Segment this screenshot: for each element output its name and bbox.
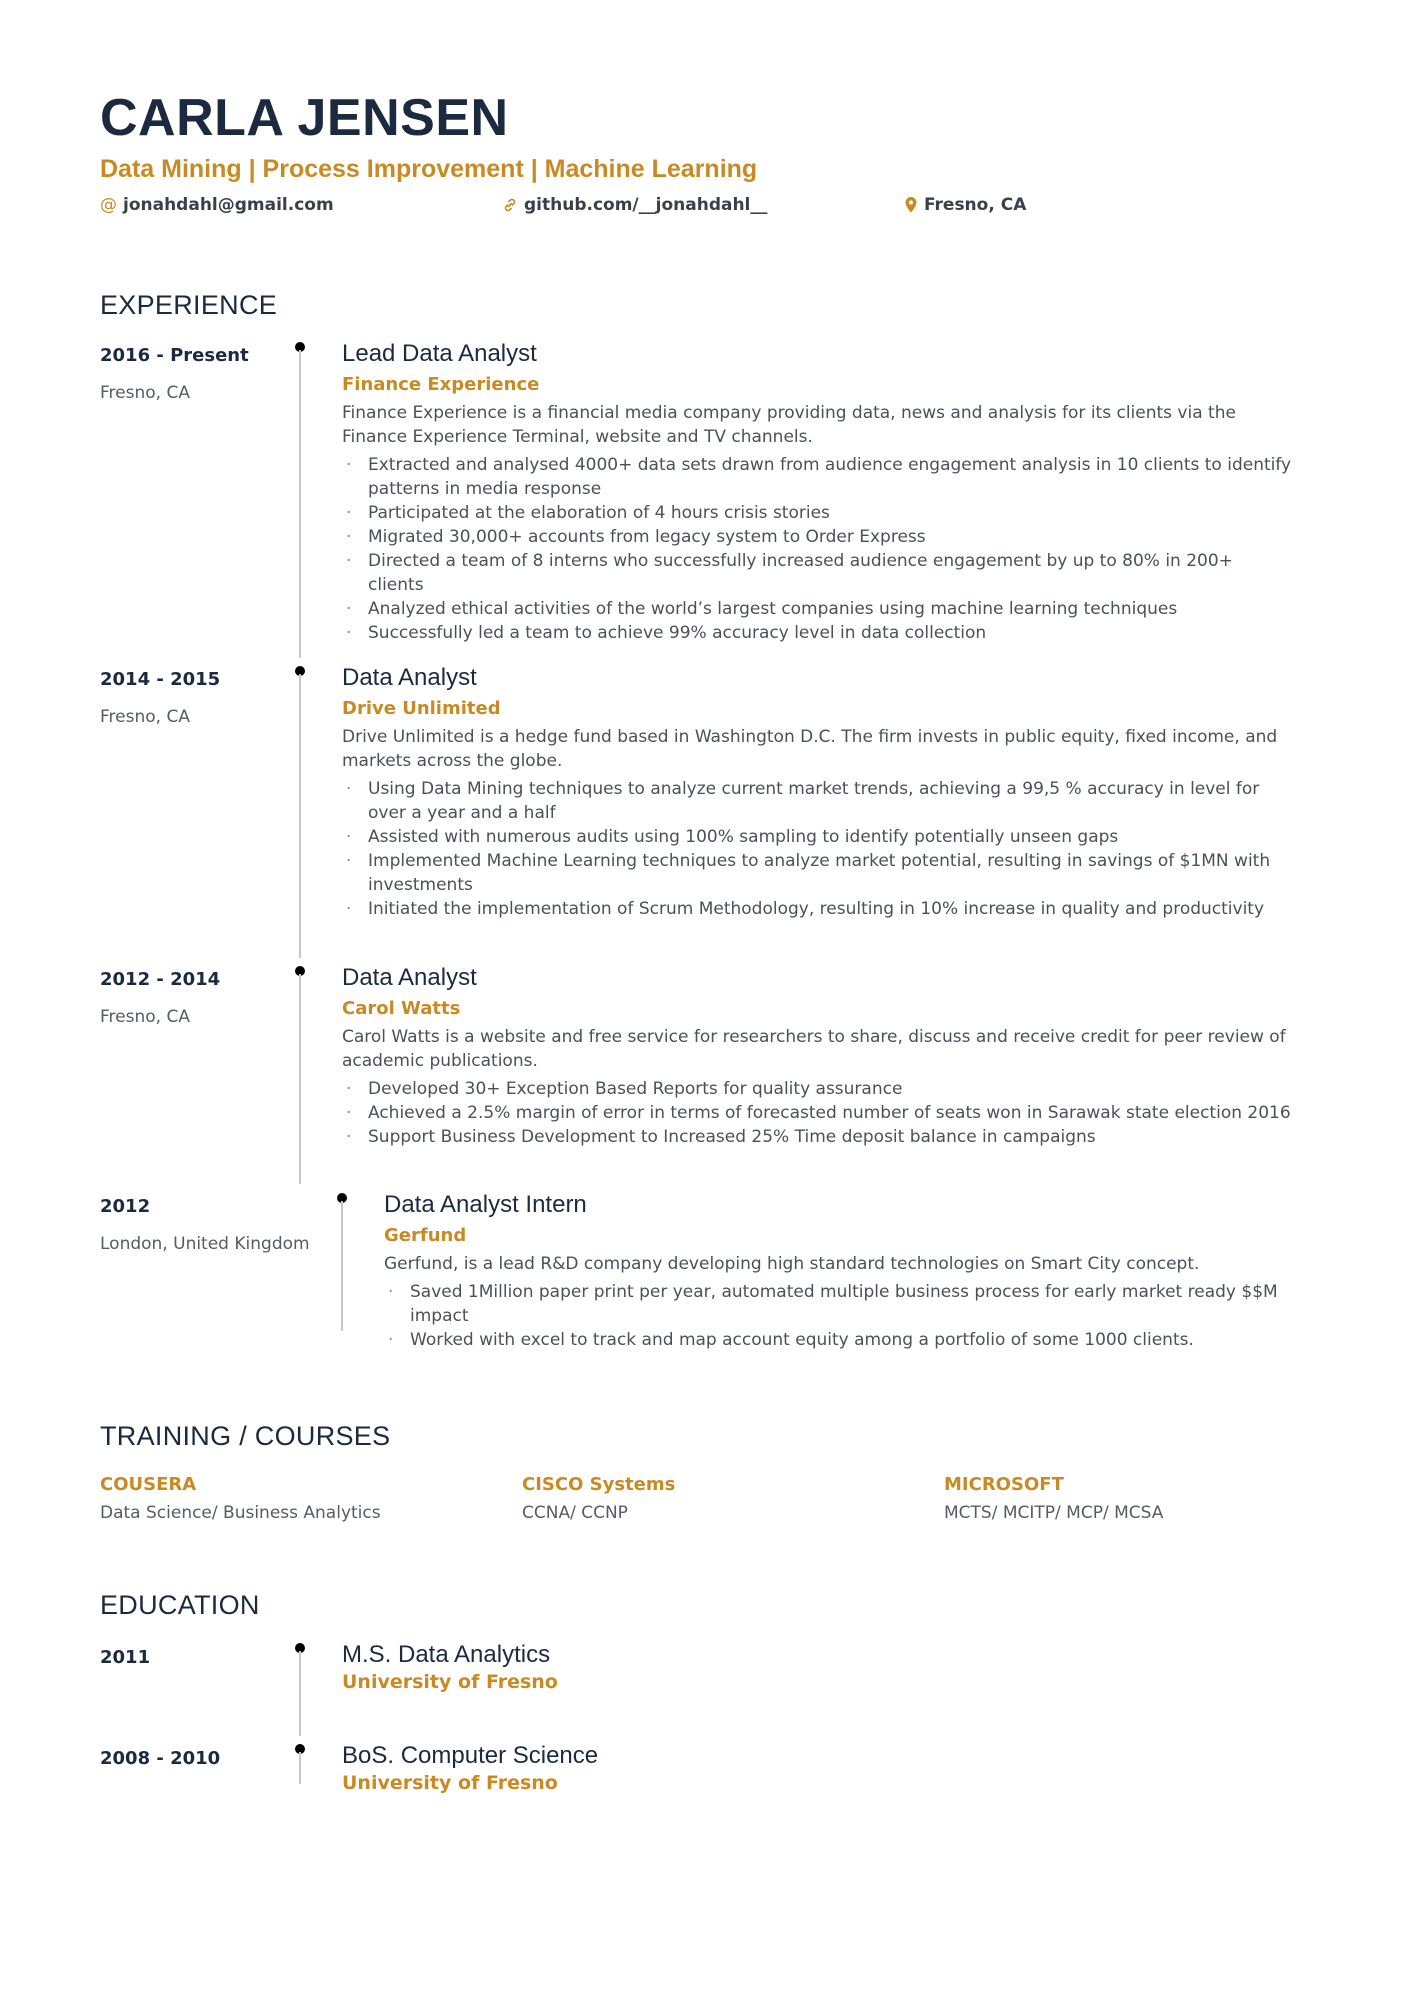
job-title: Data Analyst	[342, 964, 477, 991]
github-text: github.com/__jonahdahl__	[524, 195, 768, 215]
education-entry	[342, 1742, 598, 1794]
job-title: Data Analyst Intern	[384, 1191, 587, 1218]
education-entry	[342, 1641, 558, 1693]
entry-location: London, United Kingdom	[100, 1234, 310, 1254]
achievements-list	[342, 453, 1292, 645]
achievements-list	[342, 1077, 1292, 1149]
experience-entry	[384, 1191, 1294, 1352]
experience-entry	[342, 664, 1292, 921]
company-description: Carol Watts is a website and free service for researchers to share, discuss and receive credit for peer review of academic publications.	[342, 1027, 1286, 1071]
candidate-name: CARLA JENSEN	[100, 89, 509, 147]
company-description: Finance Experience is a financial media company providing data, news and analysis for its clients via the Finance Experience Terminal, website and TV channels.	[342, 403, 1236, 447]
school: University of Fresno	[342, 1671, 558, 1693]
timeline-line	[299, 974, 301, 1184]
link-icon	[502, 197, 518, 213]
entry-date: 2012	[100, 1196, 151, 1217]
company-name: Gerfund	[384, 1225, 467, 1246]
map-pin-icon	[904, 196, 918, 214]
course-item	[522, 1474, 675, 1523]
experience-entry	[342, 340, 1292, 645]
list-item: · Successfully led a team to achieve 99% accuracy level in data collection	[342, 621, 1292, 645]
course-detail: CCNA/ CCNP	[522, 1503, 628, 1523]
company-name: Drive Unlimited	[342, 698, 501, 719]
degree: BoS. Computer Science	[342, 1742, 599, 1769]
entry-date: 2016 - Present	[100, 345, 249, 366]
list-item: · Migrated 30,000+ accounts from legacy system to Order Express	[342, 525, 1292, 549]
course-provider: CISCO Systems	[522, 1474, 676, 1495]
timeline-line	[299, 350, 301, 658]
timeline-line	[299, 674, 301, 958]
company-description: Gerfund, is a lead R&D company developing high standard technologies on Smart City concept.	[384, 1254, 1200, 1274]
achievements-list	[384, 1280, 1294, 1352]
school: University of Fresno	[342, 1772, 558, 1794]
entry-location: Fresno, CA	[100, 1007, 190, 1027]
course-detail: Data Science/ Business Analytics	[100, 1503, 381, 1523]
education-heading: EDUCATION	[100, 1590, 260, 1620]
list-item: · Achieved a 2.5% margin of error in terms of forecasted number of seats won in Sarawak state election 2016	[342, 1101, 1292, 1125]
achievements-list	[342, 777, 1292, 921]
contact-location	[904, 195, 1026, 215]
at-icon: @	[100, 195, 117, 215]
course-item	[100, 1474, 381, 1523]
course-provider: COUSERA	[100, 1474, 197, 1495]
location-text: Fresno, CA	[924, 195, 1027, 215]
list-item: · Assisted with numerous audits using 100% sampling to identify potentially unseen gaps	[342, 825, 1292, 849]
entry-location: Fresno, CA	[100, 383, 190, 403]
job-title: Data Analyst	[342, 664, 477, 691]
education-date: 2008 - 2010	[100, 1748, 221, 1769]
company-name: Carol Watts	[342, 998, 461, 1019]
list-item: · Using Data Mining techniques to analyze current market trends, achieving a 99,5 % accuracy in level for over a year and a half	[342, 777, 1292, 825]
list-item: · Extracted and analysed 4000+ data sets drawn from audience engagement analysis in 10 clients to identify patterns in media response	[342, 453, 1292, 501]
training-heading: TRAINING / COURSES	[100, 1421, 391, 1451]
timeline-line	[299, 1752, 301, 1784]
experience-heading: EXPERIENCE	[100, 290, 278, 320]
timeline-line	[341, 1201, 343, 1331]
company-description: Drive Unlimited is a hedge fund based in Washington D.C. The firm invests in public equity, fixed income, and markets across the globe.	[342, 727, 1278, 771]
headline: Data Mining | Process Improvement | Machine Learning	[100, 155, 758, 183]
email-text: jonahdahl@gmail.com	[123, 195, 334, 215]
list-item: · Saved 1Million paper print per year, automated multiple business process for early market ready $$M impact	[384, 1280, 1294, 1328]
list-item: · Implemented Machine Learning techniques to analyze market potential, resulting in savings of $1MN with investments	[342, 849, 1292, 897]
experience-entry	[342, 964, 1292, 1149]
entry-date: 2012 - 2014	[100, 969, 221, 990]
degree: M.S. Data Analytics	[342, 1641, 551, 1668]
company-name: Finance Experience	[342, 374, 540, 395]
job-title: Lead Data Analyst	[342, 340, 537, 367]
contact-github[interactable]	[502, 195, 767, 215]
list-item: · Analyzed ethical activities of the world’s largest companies using machine learning techniques	[342, 597, 1292, 621]
list-item: · Initiated the implementation of Scrum Methodology, resulting in 10% increase in quality and productivity	[342, 897, 1292, 921]
list-item: · Participated at the elaboration of 4 hours crisis stories	[342, 501, 1292, 525]
course-provider: MICROSOFT	[944, 1474, 1064, 1495]
entry-location: Fresno, CA	[100, 707, 190, 727]
list-item: · Developed 30+ Exception Based Reports for quality assurance	[342, 1077, 1292, 1101]
education-date: 2011	[100, 1647, 151, 1668]
contact-email[interactable]	[100, 195, 334, 215]
entry-date: 2014 - 2015	[100, 669, 221, 690]
list-item: · Directed a team of 8 interns who successfully increased audience engagement by up to 80% in 200+ clients	[342, 549, 1292, 597]
timeline-line	[299, 1651, 301, 1736]
list-item: · Support Business Development to Increased 25% Time deposit balance in campaigns	[342, 1125, 1292, 1149]
course-detail: MCTS/ MCITP/ MCP/ MCSA	[944, 1503, 1164, 1523]
course-item	[944, 1474, 1163, 1523]
list-item: · Worked with excel to track and map account equity among a portfolio of some 1000 clients.	[384, 1328, 1294, 1352]
